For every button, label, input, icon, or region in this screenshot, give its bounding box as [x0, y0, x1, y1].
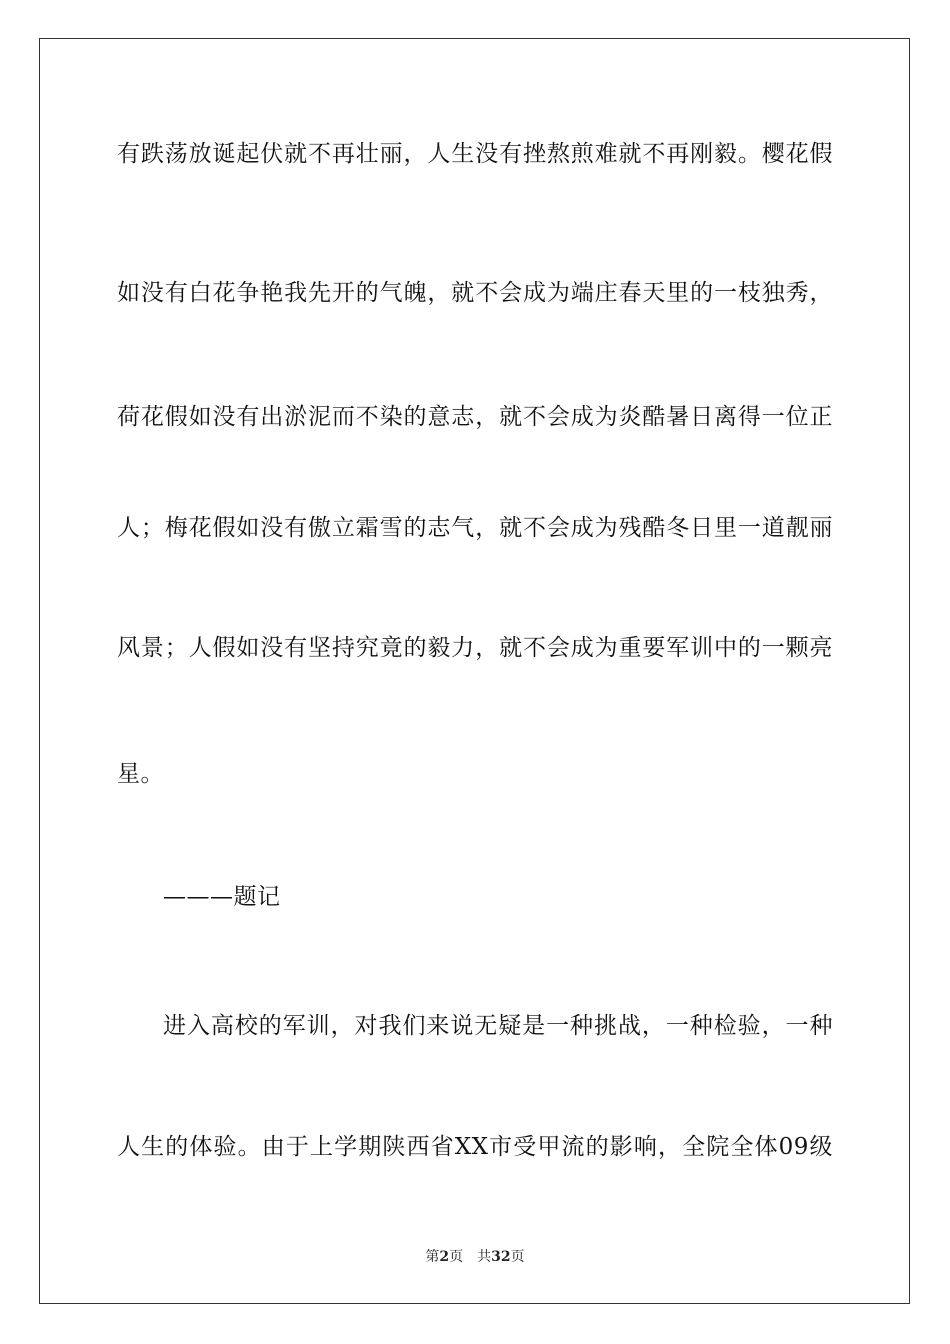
footer-total-pages: 32: [491, 1249, 511, 1265]
footer-total-prefix: 共: [477, 1249, 492, 1265]
epigraph-signature: ———题记: [163, 884, 281, 910]
page-frame: [39, 38, 910, 1304]
paragraph2-line-1: 进入高校的军训，对我们来说无疑是一种挑战，一种检验，一种: [163, 1013, 833, 1039]
body-line-2: 如没有白花争艳我先开的气魄，就不会成为端庄春天里的一枝独秀，: [117, 280, 833, 306]
footer-page-suffix: 页: [449, 1249, 464, 1265]
body-line-5: 风景；人假如没有坚持究竟的毅力，就不会成为重要军训中的一颗亮: [117, 635, 833, 661]
body-line-6: 星。: [117, 761, 164, 787]
footer-total-suffix: 页: [510, 1249, 525, 1265]
body-line-3: 荷花假如没有出淤泥而不染的意志，就不会成为炎酷暑日离得一位正: [117, 404, 833, 430]
paragraph2-line-2: 人生的体验。由于上学期陕西省XX市受甲流的影响，全院全体09级: [117, 1134, 833, 1160]
body-line-4: 人；梅花假如没有傲立霜雪的志气，就不会成为残酷冬日里一道靓丽: [117, 515, 833, 541]
page-footer: [0, 1248, 950, 1266]
footer-page-prefix: 第: [425, 1249, 440, 1265]
body-line-1: 有跌荡放诞起伏就不再壮丽，人生没有挫熬煎难就不再刚毅。樱花假: [117, 141, 833, 167]
footer-page-number: 2: [439, 1249, 450, 1265]
